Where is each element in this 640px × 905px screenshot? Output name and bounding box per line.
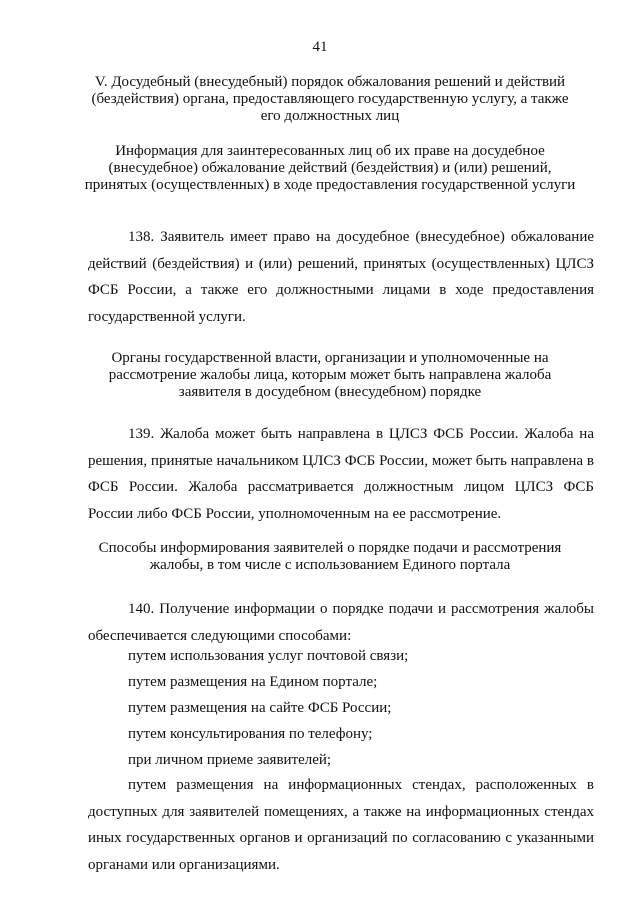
paragraph-140: 140. Получение информации о порядке подачи и рассмотрения жалобы обеспечивается следующими способами:: [88, 601, 594, 644]
list-item: путем использования услуг почтовой связи;: [128, 648, 409, 664]
subheading-methods: Способы информирования заявителей о порядке подачи и рассмотрения жалобы, в том числе с использованием Единого портала: [98, 540, 562, 573]
list-item: путем консультирования по телефону;: [128, 726, 373, 742]
paragraph-139: 139. Жалоба может быть направлена в ЦЛСЗ ФСБ России. Жалоба на решения, принятые начальником ЦЛСЗ ФСБ России, может быть направлена в ФСБ России. Жалоба рассматривается должностным лицом ЦЛСЗ ФСБ России либо ФСБ России, уполномоченным на ее рассмотрение.: [88, 426, 594, 522]
list-item: путем размещения на сайте ФСБ России;: [128, 700, 392, 716]
section-heading: V. Досудебный (внесудебный) порядок обжалования решений и действий (бездействия) органа, предоставляющего государственную услугу, а также его должностных лиц: [91, 74, 569, 124]
subheading-organs: Органы государственной власти, организации и уполномоченные на рассмотрение жалобы лица, которым может быть направлена жалоба заявителя в досудебном (внесудебном) порядке: [108, 350, 552, 400]
list-item: при личном приеме заявителей;: [128, 752, 332, 768]
list-item: путем размещения на Едином портале;: [128, 674, 378, 690]
page-number: 41: [312, 39, 328, 55]
subheading-info: Информация для заинтересованных лиц об их праве на досудебное (внесудебное) обжалование действий (бездействия) и (или) решений, принятых (осуществленных) в ходе предоставления государственной услуги: [84, 143, 576, 193]
methods-list: [128, 643, 408, 773]
paragraph-138: 138. Заявитель имеет право на досудебное (внесудебное) обжалование действий (бездействия) и (или) решений, принятых (осуществленных) ЦЛСЗ ФСБ России, а также его должностными лицами в ходе предоставления государственной услуги.: [88, 229, 594, 325]
paragraph-140-last: путем размещения на информационных стендах, расположенных в доступных для заявителей помещениях, а также на информационных стендах иных государственных органов и организаций по согласованию с указанными органами или организациями.: [88, 777, 594, 873]
